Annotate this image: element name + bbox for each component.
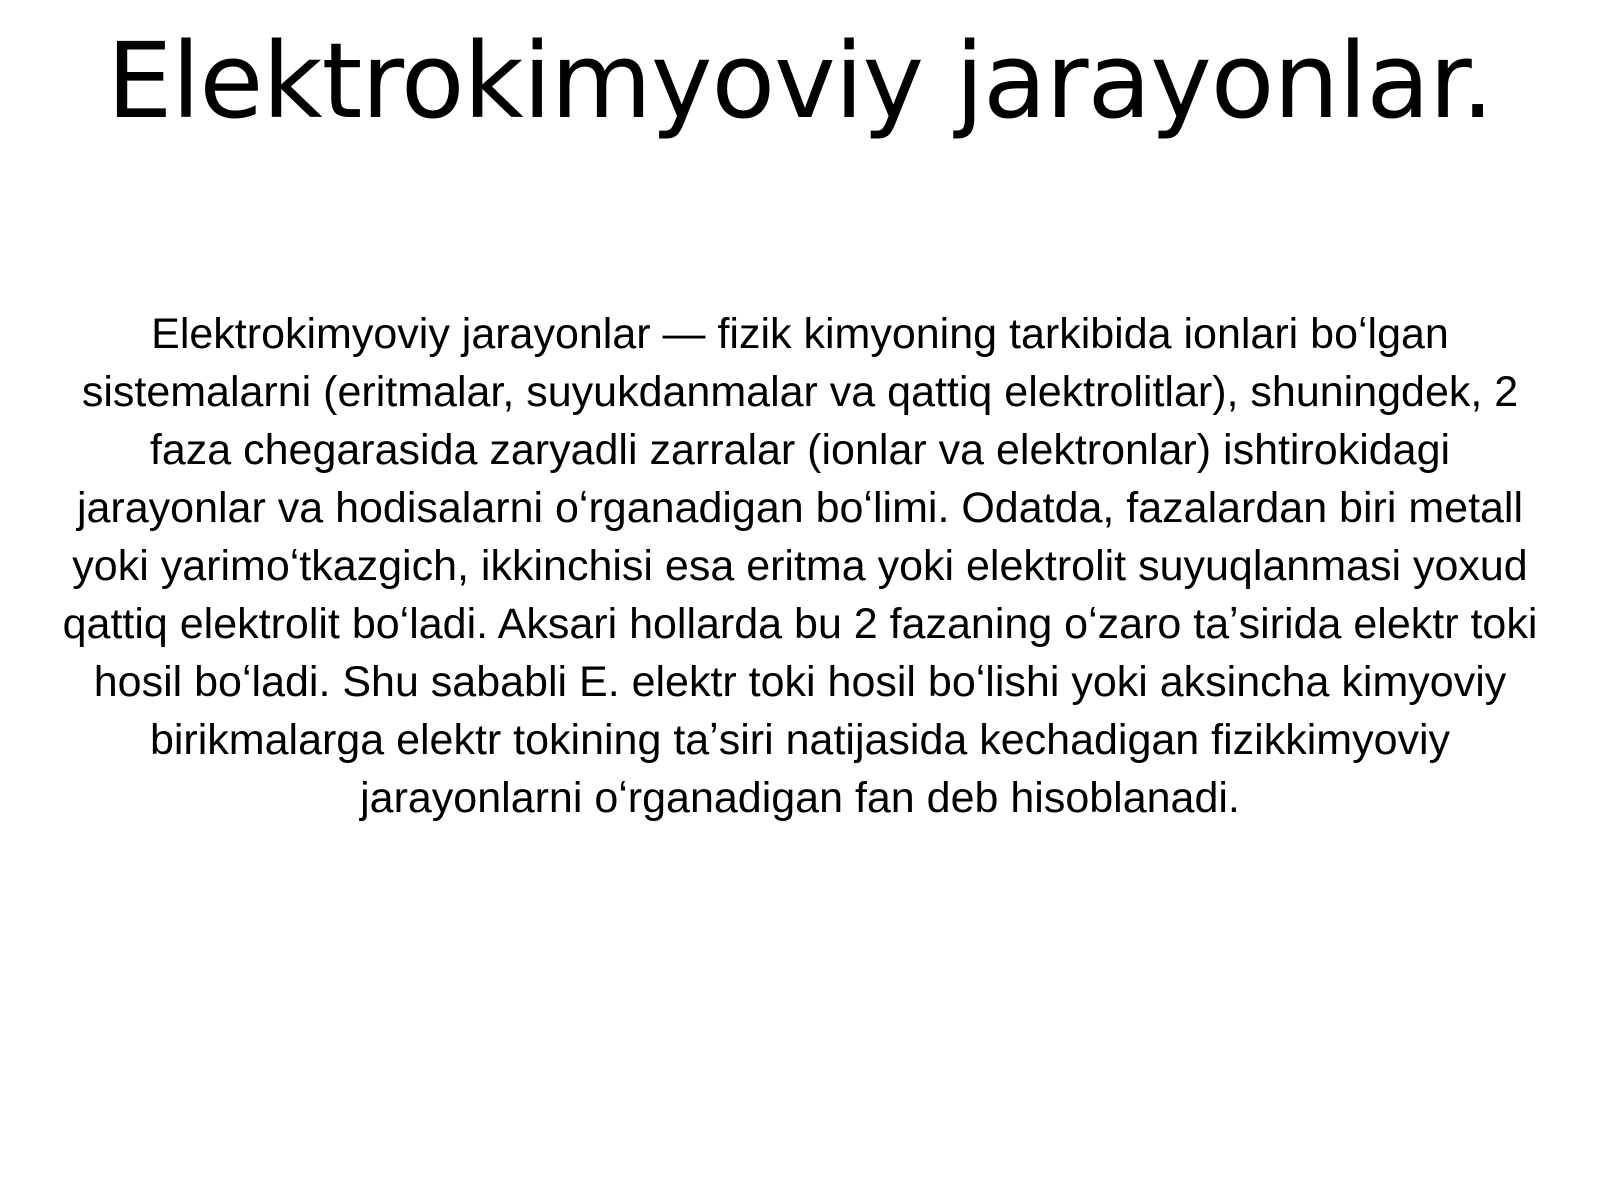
slide-body-text: Elektrokimyoviy jarayonlar — fizik kimyoning tarkibida ionlari boʻlgan sistemalarni (eritmalar, suyukdanmalar va qattiq elektrolitlar), shuningdek, 2 faza chegarasida zaryadli zarralar (ionlar va elektronlar) ishtirokidagi jarayonlar va hodisalarni oʻrganadigan boʻlimi. Odatda, fazalardan biri metall yoki yarimoʻtkazgich, ikkinchisi esa eritma yoki elektrolit suyuqlanmasi yoxud qattiq elektrolit boʻladi. Aksari hollarda bu 2 fazaning oʻzaro taʼsirida elektr toki hosil boʻladi. Shu sababli E. elektr toki hosil boʻlishi yoki aksincha kimyoviy birikmalarga elektr tokining taʼsiri natijasida kechadigan fizikkimyoviy jarayonlarni oʻrganadigan fan deb hisoblanadi. [62,310,1538,822]
slide-title: Elektrokimyoviy jarayonlar. [106,20,1494,142]
